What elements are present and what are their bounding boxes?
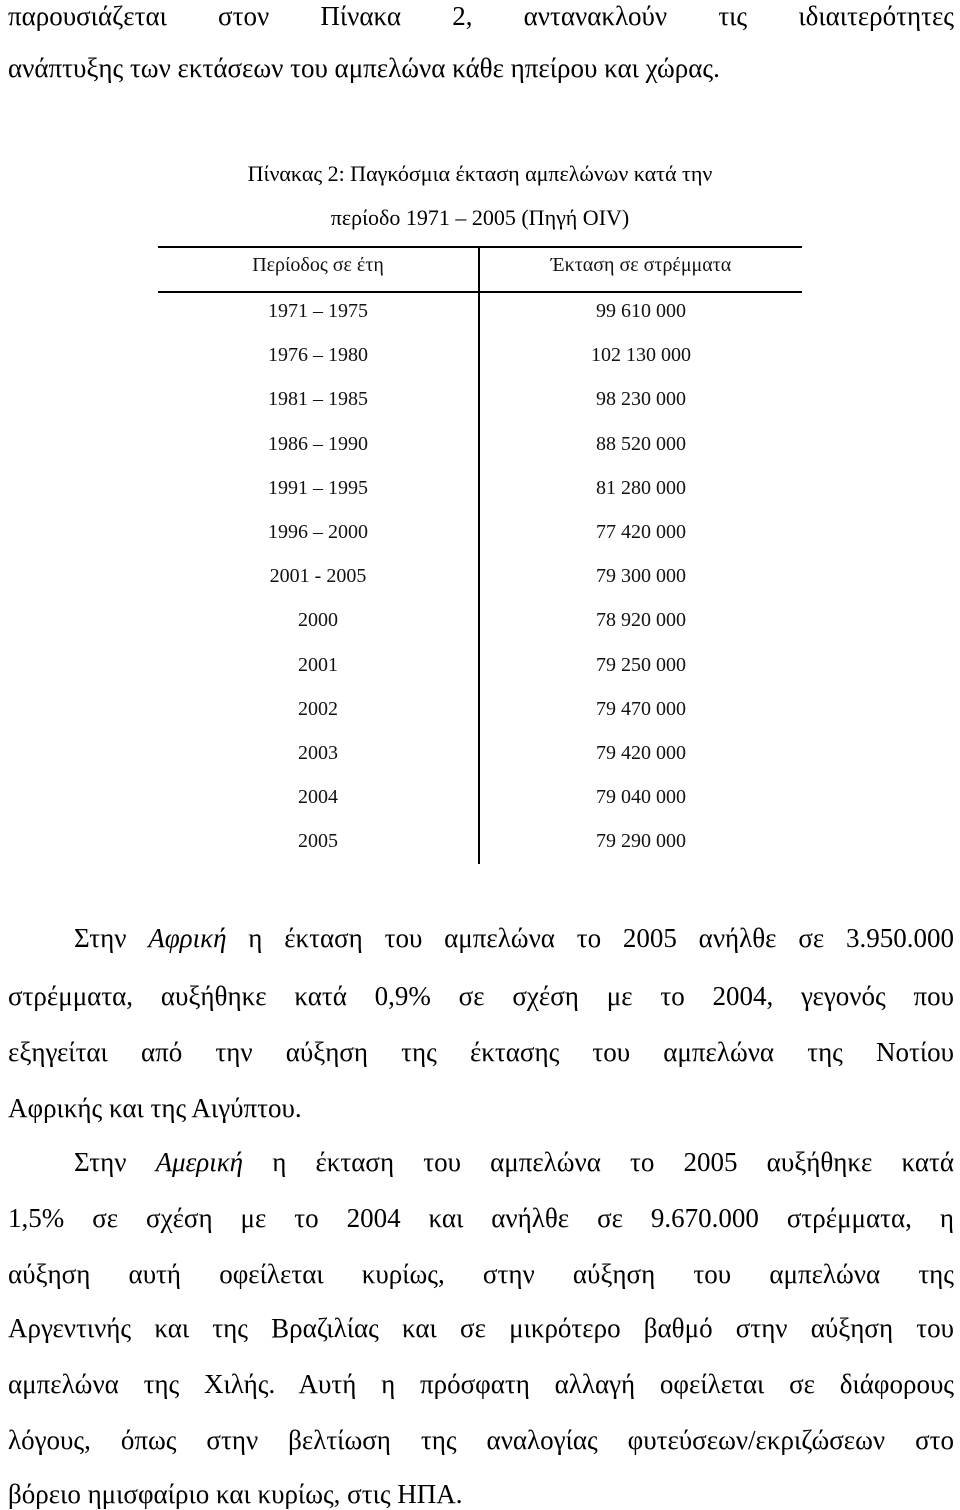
paragraph-2-line-1	[74, 1146, 954, 1178]
cell-area: 99 610 000	[596, 300, 686, 322]
paragraph-1-line-1	[74, 922, 954, 954]
table-row	[158, 828, 802, 854]
table-row	[158, 652, 802, 678]
table-row	[158, 431, 802, 457]
cell-period: 1976 – 1980	[268, 344, 368, 366]
column-header-area: Έκταση σε στρέμματα	[550, 254, 732, 276]
table-row	[158, 696, 802, 722]
table-row	[158, 563, 802, 589]
cell-area: 79 420 000	[596, 742, 686, 764]
cell-period: 2001	[298, 654, 338, 676]
table-column-divider	[478, 246, 480, 864]
cell-area: 88 520 000	[596, 433, 686, 455]
paragraph-2-line-2: 1,5% σε σχέση με το 2004 και ανήλθε σε 9.670.000 στρέμματα, η	[8, 1203, 954, 1233]
paragraph-1-line-2: στρέμματα, αυξήθηκε κατά 0,9% σε σχέση με το 2004, γεγονός που	[8, 981, 954, 1011]
paragraph-1-line-3: εξηγείται από την αύξηση της έκτασης του αμπελώνα της Νοτίου	[8, 1037, 954, 1067]
table-caption-line-1: Πίνακας 2: Παγκόσμια έκταση αμπελώνων κατά την	[247, 161, 713, 186]
cell-period: 1986 – 1990	[268, 433, 368, 455]
table-row	[158, 607, 802, 633]
text-span: Στην	[74, 1147, 156, 1177]
text-span: η έκταση του αμπελώνα το 2005 ανήλθε σε 3.950.000	[226, 923, 955, 953]
cell-area: 78 920 000	[596, 609, 686, 631]
intro-line-1: παρουσιάζεται στον Πίνακα 2, αντανακλούν τις ιδιαιτερότητες	[8, 1, 954, 31]
cell-area: 81 280 000	[596, 477, 686, 499]
cell-period: 2004	[298, 786, 338, 808]
cell-area: 77 420 000	[596, 521, 686, 543]
cell-period: 1981 – 1985	[268, 388, 368, 410]
paragraph-2-line-6: λόγους, όπως στην βελτίωση της αναλογίας φυτεύσεων/εκριζώσεων στο	[8, 1425, 954, 1455]
intro-line-2: ανάπτυξης των εκτάσεων του αμπελώνα κάθε ηπείρου και χώρας.	[8, 53, 720, 83]
paragraph-2-line-3: αύξηση αυτή οφείλεται κυρίως, στην αύξηση του αμπελώνα της	[8, 1259, 954, 1289]
cell-period: 2002	[298, 698, 338, 720]
cell-period: 2003	[298, 742, 338, 764]
cell-period: 1991 – 1995	[268, 477, 368, 499]
paragraph-2-line-5: αμπελώνα της Χιλής. Αυτή η πρόσφατη αλλαγή οφείλεται σε διάφορους	[8, 1369, 954, 1399]
table-row	[158, 298, 802, 324]
cell-period: 1971 – 1975	[268, 300, 368, 322]
text-span: Στην	[74, 923, 149, 953]
cell-area: 79 300 000	[596, 565, 686, 587]
table-row	[158, 740, 802, 766]
table-row	[158, 784, 802, 810]
table-top-rule	[158, 246, 802, 248]
cell-area: 102 130 000	[591, 344, 691, 366]
paragraph-1-line-4: Αφρικής και της Αιγύπτου.	[8, 1093, 302, 1123]
emphasis-africa: Αφρική	[148, 923, 227, 953]
paragraph-2-line-4: Αργεντινής και της Βραζιλίας και σε μικρότερο βαθμό στην αύξηση του	[8, 1313, 954, 1343]
cell-area: 79 040 000	[596, 786, 686, 808]
cell-area: 79 290 000	[596, 830, 686, 852]
table-header-rule	[158, 291, 802, 293]
emphasis-america: Αμερική	[155, 1147, 244, 1177]
cell-period: 2005	[298, 830, 338, 852]
column-header-period: Περίοδος σε έτη	[252, 254, 384, 276]
text-span: η έκταση του αμπελώνα το 2005 αυξήθηκε κατά	[243, 1147, 955, 1177]
cell-area: 79 470 000	[596, 698, 686, 720]
table-row	[158, 342, 802, 368]
table-row	[158, 475, 802, 501]
cell-period: 2001 - 2005	[269, 565, 367, 587]
cell-period: 1996 – 2000	[268, 521, 368, 543]
table-row	[158, 386, 802, 412]
paragraph-2-line-7: βόρειο ημισφαίριο και κυρίως, στις ΗΠΑ.	[8, 1479, 463, 1509]
cell-period: 2000	[298, 609, 338, 631]
table-row	[158, 519, 802, 545]
cell-area: 79 250 000	[596, 654, 686, 676]
cell-area: 98 230 000	[596, 388, 686, 410]
table-caption-line-2: περίοδο 1971 – 2005 (Πηγή OIV)	[330, 205, 630, 230]
